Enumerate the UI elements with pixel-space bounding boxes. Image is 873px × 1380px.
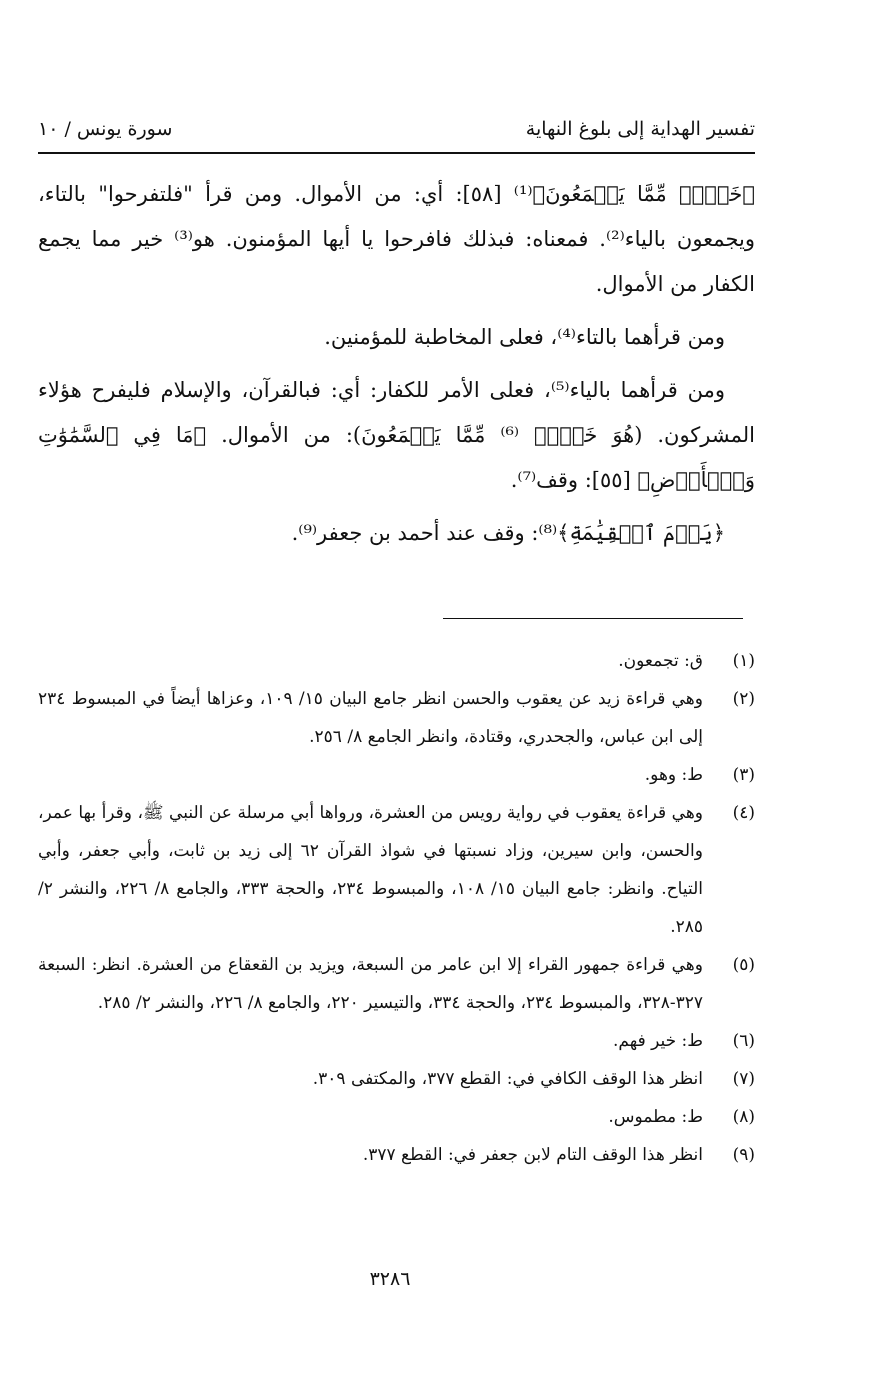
footnote-text: وهي قراءة يعقوب في رواية رويس من العشرة، ورواها أبي مرسلة عن النبي ﷺ، وقرأ بها عمر، والحسن، وابن سيرين، وزاد نسبتها في شواذ القرآن ٦٢ إلى زيد بن ثابت، وأبي جعفر، وأبي التياح. وانظر: جامع البيان ١٥/ ١٠٨، والمبسوط ٢٣٤، والحجة ٣٣٣، والجامع ٨/ ٢٢٦، والنشر ٢/ ٢٨٥. — [38, 803, 703, 937]
footnote — [38, 680, 755, 756]
paragraph-3: ومن قرأهما بالياء⁽⁵⁾، فعلى الأمر للكفار: أي: فبالقرآن، والإسلام فليفرح هؤلاء المشركون. (هُوَ خَيۡرٞ ⁽⁶⁾ مِّمَّا يَجۡمَعُونَ): من الأموال. ﴿مَا فِي ٱلسَّمَٰوَٰتِ وَٱلۡأَرۡضِ﴾ [٥٥]: وقف⁽⁷⁾. — [38, 378, 756, 492]
running-header — [38, 112, 755, 154]
footnote-number: (٩) — [732, 1145, 755, 1165]
main-text — [38, 172, 755, 564]
footnote — [38, 642, 755, 680]
footnote-text: ط: وهو. — [644, 765, 703, 785]
footnote-number: (٥) — [732, 955, 755, 975]
footnote-text: وهي قراءة زيد عن يعقوب والحسن انظر جامع البيان ١٥/ ١٠٩، وعزاها أيضاً في المبسوط ٢٣٤ إلى ابن عباس، والجحدري، وقتادة، وانظر الجامع ٨/ ٢٥٦. — [38, 689, 703, 747]
footnote-text: انظر هذا الوقف الكافي في: القطع ٣٧٧، والمكتفى ٣٠٩. — [312, 1069, 703, 1089]
footnote-text: ق: تجمعون. — [618, 651, 703, 671]
footnote — [38, 1060, 755, 1098]
paragraph-2: ومن قرأهما بالتاء⁽⁴⁾، فعلى المخاطبة للمؤمنين. — [324, 325, 725, 349]
paragraph-1: ﴿خَيۡرٞ مِّمَّا يَجۡمَعُونَ﴾⁽¹⁾ [٥٨]: أي: من الأموال. ومن قرأ "فلتفرحوا" بالتاء، ويجمعون بالياء⁽²⁾. فمعناه: فبذلك فافرحوا يا أيها المؤمنون. هو⁽³⁾ خير مما يجمع الكفار من الأموال. — [38, 182, 756, 296]
footnote — [38, 1098, 755, 1136]
footnote-number: (٦) — [732, 1031, 755, 1051]
footnote-number: (٧) — [732, 1069, 755, 1089]
footnote — [38, 1136, 755, 1174]
paragraph-4: ﴿يَوۡمَ ٱلۡقِيَٰمَةِ﴾⁽⁸⁾: وقف عند أحمد بن جعفر⁽⁹⁾. — [291, 521, 725, 545]
footnote — [38, 946, 755, 1022]
footnote — [38, 756, 755, 794]
footnote-separator — [443, 618, 743, 619]
surah-label: سورة يونس / ١٠ — [38, 118, 173, 140]
footnote-number: (٣) — [732, 765, 755, 785]
footnotes — [38, 642, 755, 1174]
page-number: ٣٢٨٦ — [369, 1268, 411, 1290]
footnote-text: انظر هذا الوقف التام لابن جعفر في: القطع ٣٧٧. — [362, 1145, 703, 1165]
footnote-number: (١) — [732, 651, 755, 671]
footnote-number: (٨) — [732, 1107, 755, 1127]
footnote-number: (٢) — [732, 689, 755, 709]
footnote-text: ط: مطموس. — [608, 1107, 703, 1127]
footnote — [38, 794, 755, 946]
footnote-text: ط: خير فهم. — [613, 1031, 703, 1051]
footnote-text: وهي قراءة جمهور القراء إلا ابن عامر من السبعة، ويزيد بن القعقاع من العشرة. انظر: السبعة ٣٢٧-٣٢٨، والمبسوط ٢٣٤، والحجة ٣٣٤، والتيسير ٢٢٠، والجامع ٨/ ٢٢٦، والنشر ٢/ ٢٨٥. — [38, 955, 703, 1013]
footnote-number: (٤) — [732, 803, 755, 823]
footnote — [38, 1022, 755, 1060]
book-title: تفسير الهداية إلى بلوغ النهاية — [525, 118, 755, 140]
